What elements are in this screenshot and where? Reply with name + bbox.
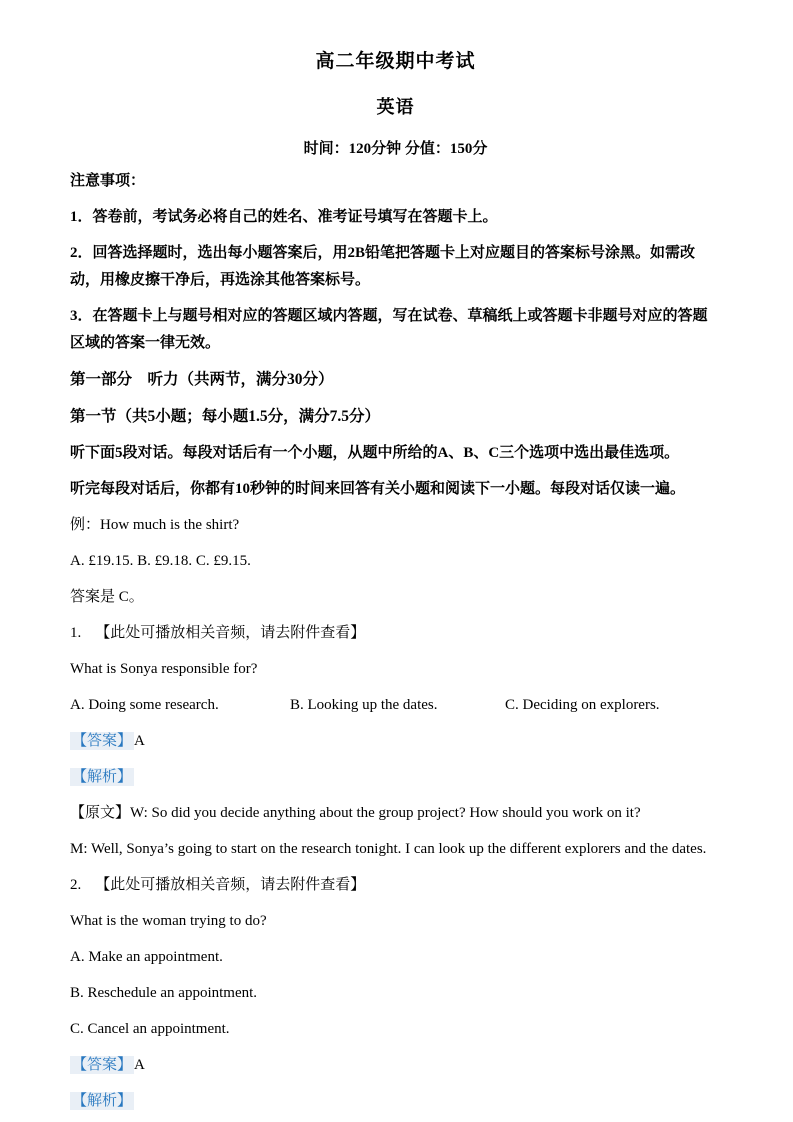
question-2-analysis-line — [70, 1088, 721, 1115]
question-1-transcript-w: 【原文】W: So did you decide anything about the group project? How should you work on it? — [70, 804, 641, 821]
question-1-number: 1. — [70, 624, 82, 641]
question-1-analysis-line — [70, 764, 721, 791]
question-2-header — [70, 872, 721, 899]
question-1-answer-line — [70, 728, 721, 755]
question-1-transcript-m: M: Well, Sonya’s going to start on the research tonight. I can look up the different explorers and the dates. — [70, 840, 707, 857]
question-1-header — [70, 620, 721, 647]
question-1-analysis-label: 【解析】 — [72, 768, 133, 785]
example-options: A. £19.15. B. £9.18. C. £9.15. — [70, 552, 251, 569]
question-2-text: What is the woman trying to do? — [70, 912, 267, 929]
question-2-answer-line — [70, 1052, 721, 1079]
notice-header: 注意事项： — [70, 173, 146, 189]
part1-header: 第一部分 听力（共两节，满分30分） — [70, 371, 334, 388]
exam-meta: 时间：120分钟 分值：150分 — [303, 141, 488, 157]
example-question: 例：How much is the shirt? — [70, 516, 240, 533]
question-2-audio-note: 【此处可播放相关音频，请去附件查看】 — [95, 876, 366, 893]
question-2-answer-label: 【答案】 — [72, 1056, 133, 1073]
question-1-option-b: B. Looking up the dates. — [290, 696, 438, 713]
question-1-option-c: C. Deciding on explorers. — [505, 696, 660, 713]
question-1-audio-note: 【此处可播放相关音频，请去附件查看】 — [95, 624, 366, 641]
listening-instruction-2: 听完每段对话后，你都有10秒钟的时间来回答有关小题和阅读下一小题。每段对话仅读一遍。 — [70, 480, 686, 497]
exam-subject: 英语 — [376, 97, 415, 117]
question-2-answer-value: A — [134, 1056, 145, 1073]
listening-instruction-1: 听下面5段对话。每段对话后有一个小题，从题中所给的A、B、C三个选项中选出最佳选项。 — [70, 444, 680, 461]
notice-item-1: 1．答卷前，考试务必将自己的姓名、准考证号填写在答题卡上。 — [70, 209, 498, 225]
section1-header: 第一节（共5小题；每小题1.5分，满分7.5分） — [70, 407, 381, 425]
example-answer: 答案是 C。 — [70, 588, 144, 605]
question-1-answer-label: 【答案】 — [72, 732, 133, 749]
question-2-analysis-label: 【解析】 — [72, 1092, 133, 1109]
question-1-answer-value: A — [134, 732, 145, 749]
notice-item-2: 2．回答选择题时，选出每小题答案后，用2B铅笔把答题卡上对应题目的答案标号涂黑。如需改动，用橡皮擦干净后，再选涂其他答案标号。 — [70, 245, 696, 288]
question-1-text: What is Sonya responsible for? — [70, 660, 258, 677]
notice-item-3: 3．在答题卡上与题号相对应的答题区域内答题，写在试卷、草稿纸上或答题卡非题号对应的答题区域的答案一律无效。 — [70, 308, 708, 351]
question-2-option-b: B. Reschedule an appointment. — [70, 984, 258, 1001]
exam-title: 高二年级期中考试 — [315, 51, 476, 72]
question-2-option-a: A. Make an appointment. — [70, 948, 223, 965]
question-2-number: 2. — [70, 876, 82, 893]
question-1-options — [70, 692, 721, 719]
question-2-option-c: C. Cancel an appointment. — [70, 1020, 230, 1037]
question-1-option-a: A. Doing some research. — [70, 696, 219, 713]
